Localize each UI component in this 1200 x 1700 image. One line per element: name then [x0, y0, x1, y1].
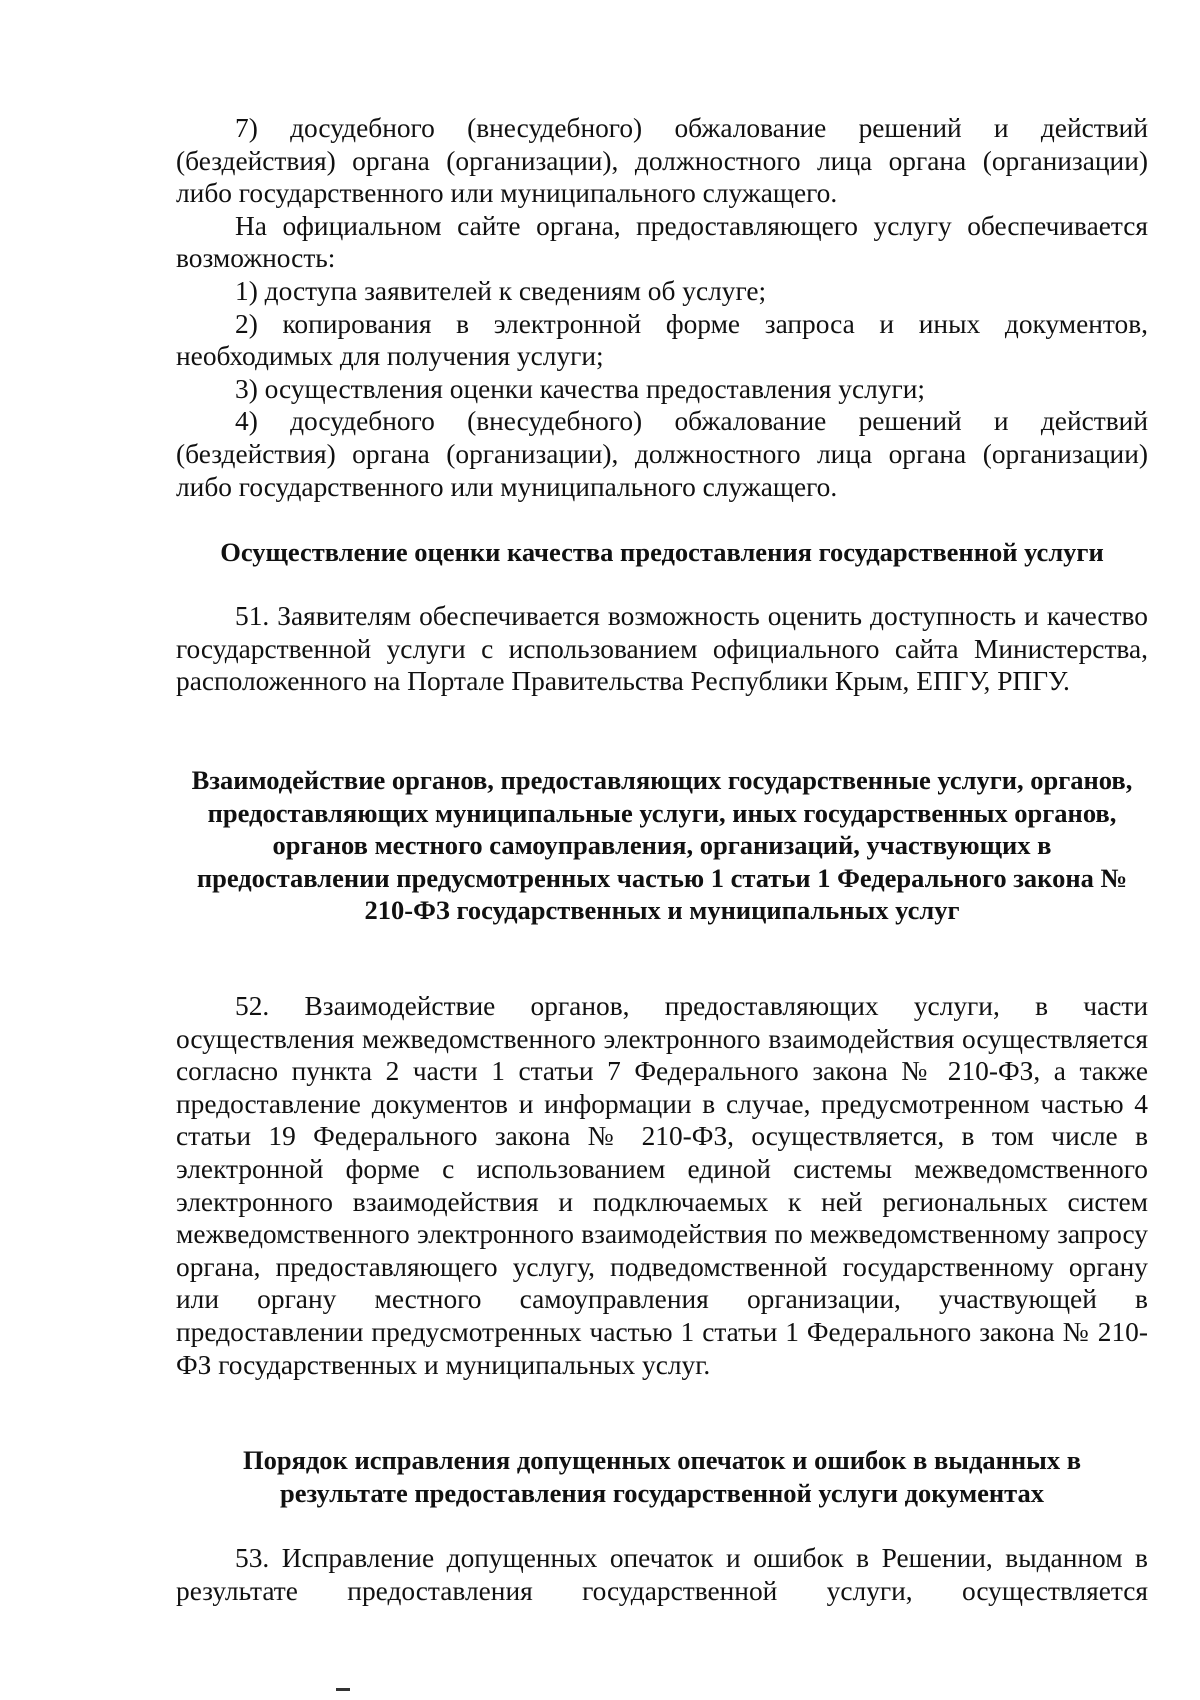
- paragraph-52-block: [176, 990, 1148, 1381]
- list-item-1: 1) доступа заявителей к сведениям об услуге;: [235, 275, 767, 306]
- page-edge-mark: [336, 1688, 350, 1691]
- paragraph-51: 51. Заявителям обеспечивается возможность оценить доступность и качество государственной услуги с использованием официального сайта Министерства, расположенного на Портале Правительства Республики Крым, ЕПГУ, РПГУ.: [176, 601, 1148, 697]
- paragraph-53: 53. Исправление допущенных опечаток и ошибок в Решении, выданном в результате предоставления государственной услуги, осуществляется: [176, 1543, 1148, 1606]
- paragraph-53-block: [176, 1542, 1148, 1607]
- list-item-4: 4) досудебного (внесудебного) обжалование решений и действий (бездействия) органа (организации), должностного лица органа (организации) либо государственного или муниципального служащего.: [176, 406, 1148, 502]
- capabilities-block: [176, 112, 1148, 503]
- section-heading-interagency-interaction: Взаимодействие органов, предоставляющих государственные услуги, органов, предоставляющих муниципальные услуги, иных государственных органов, органов местного самоуправления, организаций, участвующих в предоставлении предусмотренных частью 1 статьи 1 Федерального закона № 210-ФЗ государственных и муниципальных услуг: [191, 765, 1133, 926]
- section-heading-error-correction: Порядок исправления допущенных опечаток и ошибок в выданных в результате предоставления государственной услуги документах: [242, 1445, 1082, 1508]
- paragraph-item-7: 7) досудебного (внесудебного) обжалование решений и действий (бездействия) органа (организации), должностного лица органа (организации) либо государственного или муниципального служащего.: [176, 113, 1148, 209]
- paragraph-website-capabilities: На официальном сайте органа, предоставляющего услугу обеспечивается возможность:: [176, 210, 1148, 274]
- section-heading-quality-assessment: Осуществление оценки качества предоставления государственной услуги: [220, 537, 1104, 567]
- list-item-2: 2) копирования в электронной форме запроса и иных документов, необходимых для получения услуги;: [176, 308, 1148, 372]
- paragraph-52: 52. Взаимодействие органов, предоставляющих услуги, в части осуществления межведомственного электронного взаимодействия осуществляется согласно пункта 2 части 1 статьи 7 Федерального закона № 210-ФЗ, а также предоставление документов и информации в случае, предусмотренном частью 4 статьи 19 Федерального закона № 210-ФЗ, осуществляется, в том числе в электронной форме с использованием единой системы межведомственного электронного взаимодействия и подключаемых к ней региональных систем межведомственного электронного взаимодействия по межведомственному запросу органа, предоставляющего услугу, подведомственной государственному органу или органу местного самоуправления организации, участвующей в предоставлении предусмотренных частью 1 статьи 1 Федерального закона № 210-ФЗ государственных и муниципальных услуг.: [176, 991, 1148, 1380]
- paragraph-51-block: [176, 600, 1148, 698]
- list-item-3: 3) осуществления оценки качества предоставления услуги;: [235, 373, 925, 404]
